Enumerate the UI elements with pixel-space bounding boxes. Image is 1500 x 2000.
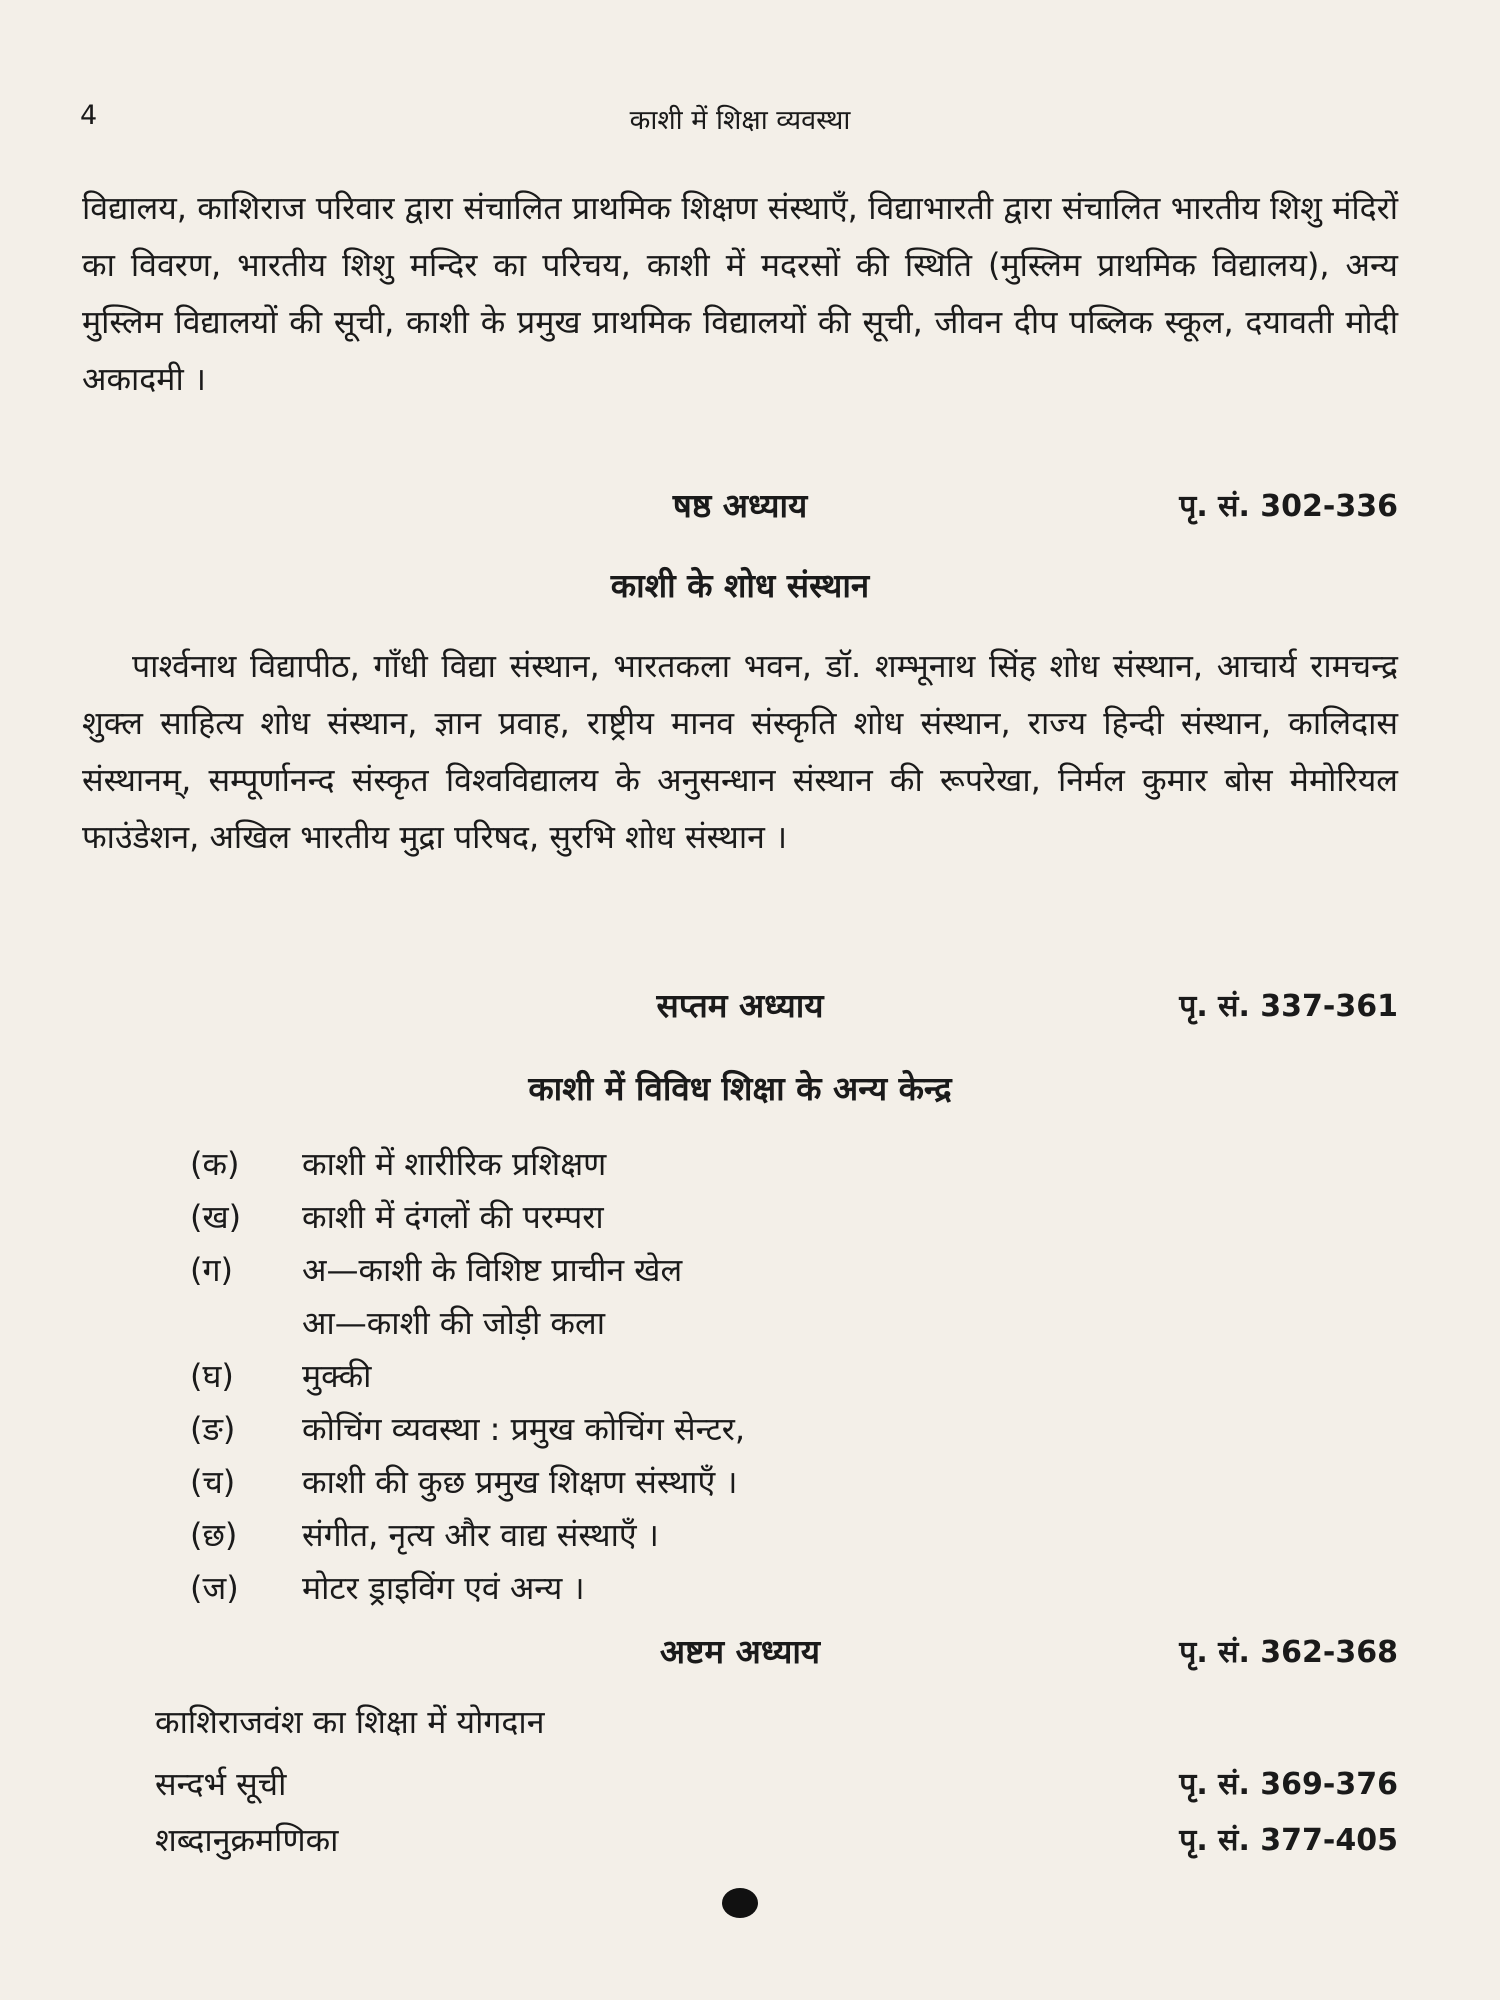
end-ornament-icon <box>722 1888 758 1918</box>
chapter-7-pages: पृ. सं. 337-361 <box>1179 989 1398 1024</box>
list-marker: (ख) <box>190 1198 242 1236</box>
list-marker: (क) <box>190 1145 240 1183</box>
list-item <box>190 1297 1290 1350</box>
list-item <box>190 1509 1290 1562</box>
references-row <box>155 1762 1398 1812</box>
references-pages: पृ. सं. 369-376 <box>1179 1767 1398 1802</box>
index-row <box>155 1818 1398 1868</box>
list-text: काशी की कुछ प्रमुख शिक्षण संस्थाएँ । <box>302 1463 738 1501</box>
chapter-7-heading <box>82 982 1398 1032</box>
list-marker: (ज) <box>190 1569 239 1607</box>
list-text: काशी में शारीरिक प्रशिक्षण <box>302 1145 607 1183</box>
list-item <box>190 1562 1290 1615</box>
running-title: काशी में शिक्षा व्यवस्था <box>629 105 851 136</box>
index-label: शब्दानुक्रमणिका <box>155 1821 339 1859</box>
list-marker: (छ) <box>190 1516 238 1554</box>
page-number: 4 <box>80 100 98 131</box>
list-item <box>190 1403 1290 1456</box>
list-item <box>190 1138 1290 1191</box>
chapter-6-subtitle: काशी के शोध संस्थान <box>610 566 870 605</box>
references-label: सन्दर्भ सूची <box>155 1765 287 1803</box>
chapter-8-text: काशिराजवंश का शिक्षा में योगदान <box>155 1703 545 1741</box>
list-text: मोटर ड्राइविंग एवं अन्य । <box>302 1569 585 1607</box>
list-text: काशी में दंगलों की परम्परा <box>302 1198 604 1236</box>
chapter-7-subtitle: काशी में विविध शिक्षा के अन्य केन्द्र <box>528 1069 952 1108</box>
chapter-6-pages: पृ. सं. 302-336 <box>1179 489 1398 524</box>
chapter-8-pages: पृ. सं. 362-368 <box>1179 1635 1398 1670</box>
list-marker: (ग) <box>190 1251 233 1289</box>
list-text: मुक्की <box>302 1357 372 1395</box>
chapter-8-line <box>155 1700 1398 1750</box>
list-item <box>190 1191 1290 1244</box>
list-item <box>190 1350 1290 1403</box>
list-text: संगीत, नृत्य और वाद्य संस्थाएँ । <box>302 1516 659 1554</box>
chapter-7-list <box>190 1138 1290 1615</box>
chapter-7-title: सप्तम अध्याय <box>656 986 824 1025</box>
list-text: आ—काशी की जोड़ी कला <box>302 1304 605 1342</box>
list-marker <box>190 1297 302 1350</box>
chapter-8-title: अष्टम अध्याय <box>659 1632 821 1671</box>
list-text: कोचिंग व्यवस्था : प्रमुख कोचिंग सेन्टर, <box>302 1410 746 1448</box>
chapter-6-title: षष्ठ अध्याय <box>672 486 808 525</box>
list-item <box>190 1244 1290 1297</box>
chapter-8-heading <box>82 1628 1398 1678</box>
list-text: अ—काशी के विशिष्ट प्राचीन खेल <box>302 1251 683 1289</box>
list-item <box>190 1456 1290 1509</box>
list-marker: (ङ) <box>190 1410 236 1448</box>
index-pages: पृ. सं. 377-405 <box>1179 1823 1398 1858</box>
list-marker: (च) <box>190 1463 236 1501</box>
intro-paragraph: विद्यालय, काशिराज परिवार द्वारा संचालित प्राथमिक शिक्षण संस्थाएँ, विद्याभारती द्वारा संचालित भारतीय शिशु मंदिरों का विवरण, भारतीय शिशु मन्दिर का परिचय, काशी में मदरसों की स्थिति (मुस्लिम प्राथमिक विद्यालय), अन्य मुस्लिम विद्यालयों की सूची, काशी के प्रमुख प्राथमिक विद्यालयों की सूची, जीवन दीप पब्लिक स्कूल, दयावती मोदी अकादमी । <box>82 189 1398 398</box>
list-marker: (घ) <box>190 1357 234 1395</box>
chapter-6-heading <box>82 482 1398 532</box>
page-header <box>80 100 1400 140</box>
chapter-6-body: पार्श्वनाथ विद्यापीठ, गाँधी विद्या संस्थान, भारतकला भवन, डॉ. शम्भूनाथ सिंह शोध संस्थान, आचार्य रामचन्द्र शुक्ल साहित्य शोध संस्थान, ज्ञान प्रवाह, राष्ट्रीय मानव संस्कृति शोध संस्थान, राज्य हिन्दी संस्थान, कालिदास संस्थानम्, सम्पूर्णानन्द संस्कृत विश्वविद्यालय के अनुसन्धान संस्थान की रूपरेखा, निर्मल कुमार बोस मेमोरियल फाउंडेशन, अखिल भारतीय मुद्रा परिषद, सुरभि शोध संस्थान । <box>82 647 1398 856</box>
